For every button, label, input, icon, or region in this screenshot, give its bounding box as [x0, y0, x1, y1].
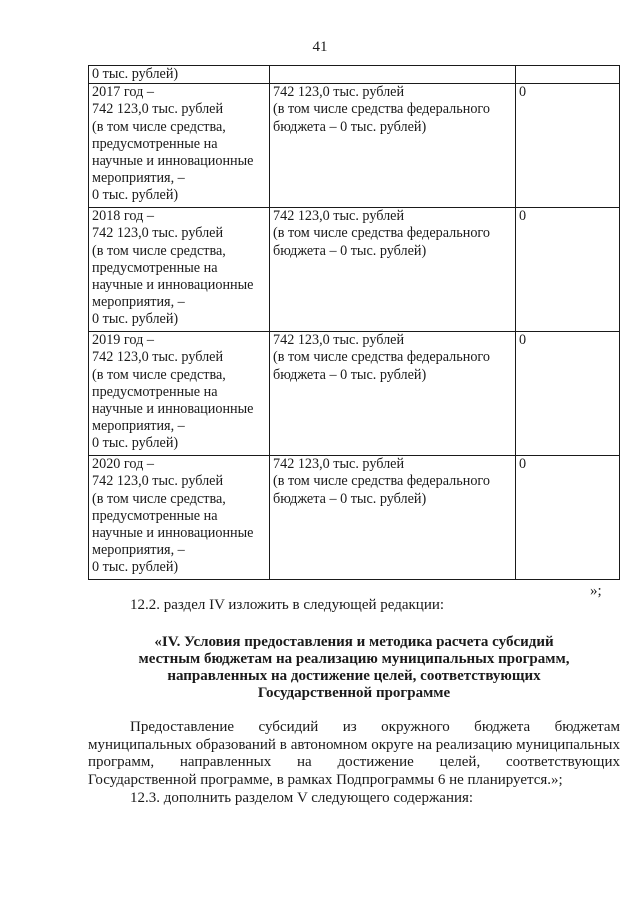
- body-paragraph: Предоставление субсидий из окружного бюджета бюджетам муниципальных образований в автономном округе на реализацию муниципальных программ, направленных на достижение целей, соответствующих Государственной программе, в рамках Подпрограммы 6 не планируется.»;: [88, 719, 620, 788]
- section-heading: «IV. Условия предоставления и методика расчета субсидий местным бюджетам на реализацию муниципальных программ, направленных на достижение целей, соответствующих Государственной программе: [138, 634, 570, 701]
- table-cell: 0: [516, 84, 620, 208]
- table-cell: [516, 66, 620, 84]
- table-cell: 2020 год – 742 123,0 тыс. рублей (в том числе средства, предусмотренные на научные и инновационные мероприятия, – 0 тыс. рублей): [89, 456, 270, 580]
- page-number: 41: [312, 39, 328, 55]
- closing-quote: »;: [590, 583, 602, 599]
- table-cell: 742 123,0 тыс. рублей (в том числе средства федерального бюджета – 0 тыс. рублей): [270, 208, 516, 332]
- table-cell: 2017 год – 742 123,0 тыс. рублей (в том числе средства, предусмотренные на научные и инновационные мероприятия, – 0 тыс. рублей): [89, 84, 270, 208]
- table-cell: 742 123,0 тыс. рублей (в том числе средства федерального бюджета – 0 тыс. рублей): [270, 332, 516, 456]
- table-cell: 0: [516, 332, 620, 456]
- table-row: [89, 208, 620, 332]
- table-cell: 0: [516, 456, 620, 580]
- table-row: [89, 66, 620, 84]
- table-cell: 0: [516, 208, 620, 332]
- table-cell: 2018 год – 742 123,0 тыс. рублей (в том числе средства, предусмотренные на научные и инновационные мероприятия, – 0 тыс. рублей): [89, 208, 270, 332]
- paragraph-12-3: 12.3. дополнить разделом V следующего содержания:: [130, 790, 474, 806]
- table-cell: 0 тыс. рублей): [89, 66, 270, 84]
- table-cell: [270, 66, 516, 84]
- table-cell: 2019 год – 742 123,0 тыс. рублей (в том числе средства, предусмотренные на научные и инновационные мероприятия, – 0 тыс. рублей): [89, 332, 270, 456]
- table-row: [89, 84, 620, 208]
- table-cell: 742 123,0 тыс. рублей (в том числе средства федерального бюджета – 0 тыс. рублей): [270, 456, 516, 580]
- paragraph-12-2: 12.2. раздел IV изложить в следующей редакции:: [130, 597, 445, 613]
- budget-table: [88, 65, 620, 580]
- table-row: [89, 456, 620, 580]
- table-cell: 742 123,0 тыс. рублей (в том числе средства федерального бюджета – 0 тыс. рублей): [270, 84, 516, 208]
- table-row: [89, 332, 620, 456]
